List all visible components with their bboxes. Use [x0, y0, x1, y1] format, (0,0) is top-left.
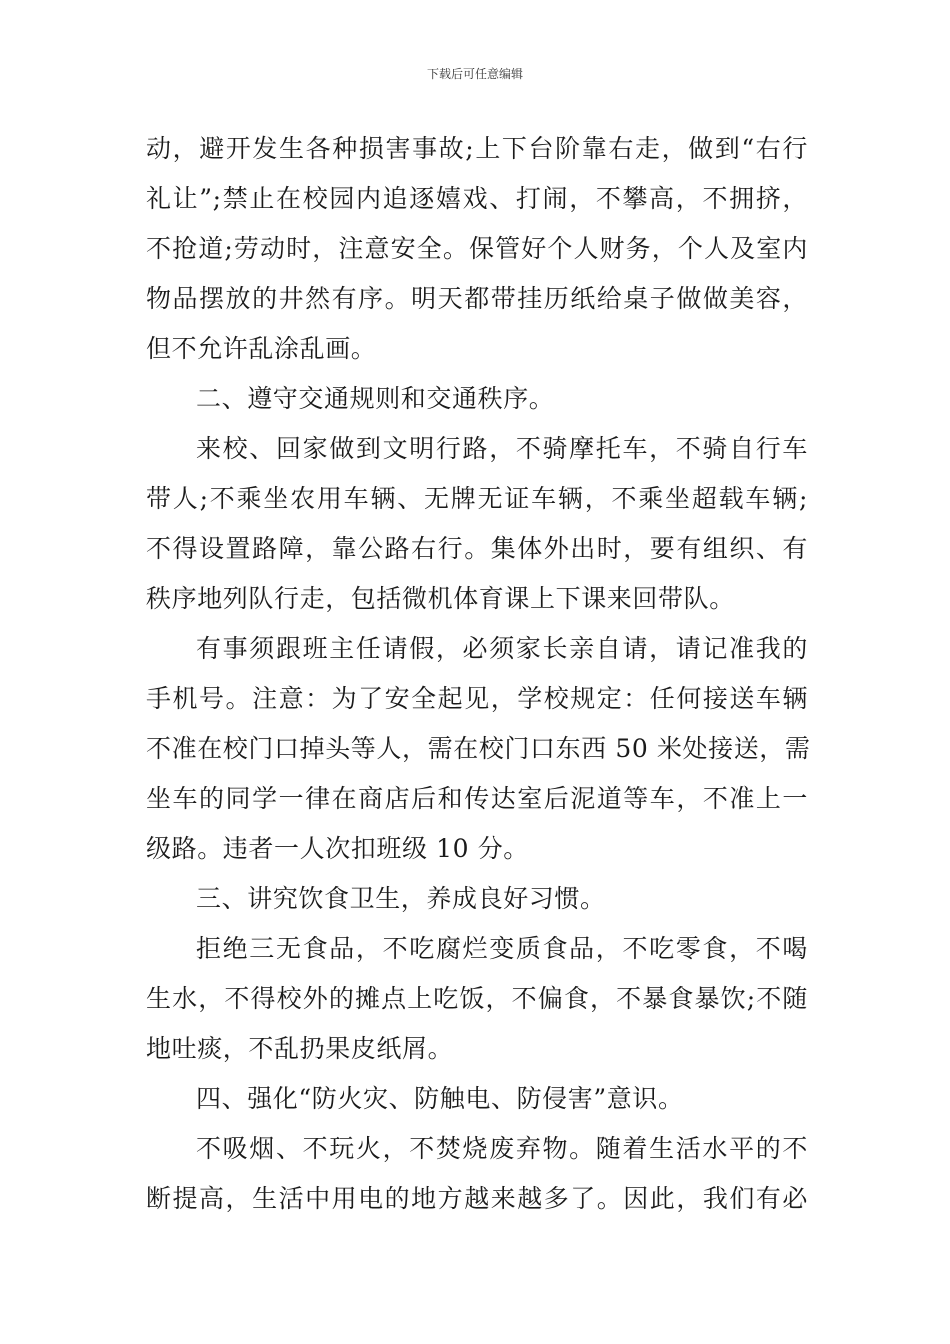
text-line: 坐车的同学一律在商店后和传达室后泥道等车，不准上一	[146, 784, 808, 813]
text-line: 生水，不得校外的摊点上吃饭，不偏食，不暴食暴饮;不随	[146, 984, 808, 1013]
text-line: 来校、回家做到文明行路，不骑摩托车，不骑自行车	[196, 434, 808, 463]
text-line: 物品摆放的井然有序。明天都带挂历纸给桌子做做美容，	[146, 284, 808, 313]
text-line: 不得设置路障，靠公路右行。集体外出时，要有组织、有	[146, 534, 808, 563]
text-line: 不准在校门口掉头等人，需在校门口东西 50 米处接送，需	[146, 734, 811, 763]
text-line: 秩序地列队行走，包括微机体育课上下课来回带队。	[146, 584, 735, 613]
text-line: 二、遵守交通规则和交通秩序。	[196, 384, 555, 413]
text-line: 不吸烟、不玩火，不焚烧废弃物。随着生活水平的不	[196, 1134, 808, 1163]
text-line: 有事须跟班主任请假，必须家长亲自请，请记准我的	[196, 634, 808, 663]
text-line: 断提高，生活中用电的地方越来越多了。因此，我们有必	[146, 1184, 808, 1213]
text-line: 三、讲究饮食卫生，养成良好习惯。	[196, 884, 606, 913]
text-line: 但不允许乱涂乱画。	[146, 334, 377, 363]
text-line: 动，避开发生各种损害事故;上下台阶靠右走，做到“右行	[146, 134, 808, 163]
text-line: 四、强化“防火灾、防触电、防侵害”意识。	[196, 1084, 684, 1113]
text-line: 礼让”;禁止在校园内追逐嬉戏、打闹，不攀高，不拥挤，	[146, 184, 808, 213]
text-line: 级路。违者一人次扣班级 10 分。	[146, 834, 529, 863]
text-line: 拒绝三无食品，不吃腐烂变质食品，不吃零食，不喝	[196, 934, 808, 963]
text-line: 地吐痰，不乱扔果皮纸屑。	[146, 1034, 454, 1063]
page-header: 下载后可任意编辑	[426, 67, 523, 81]
text-line: 不抢道;劳动时，注意安全。保管好个人财务，个人及室内	[146, 234, 808, 263]
document-body	[146, 124, 811, 1224]
text-line: 带人;不乘坐农用车辆、无牌无证车辆，不乘坐超载车辆;	[146, 484, 808, 513]
text-line: 手机号。注意：为了安全起见，学校规定：任何接送车辆	[146, 684, 808, 713]
